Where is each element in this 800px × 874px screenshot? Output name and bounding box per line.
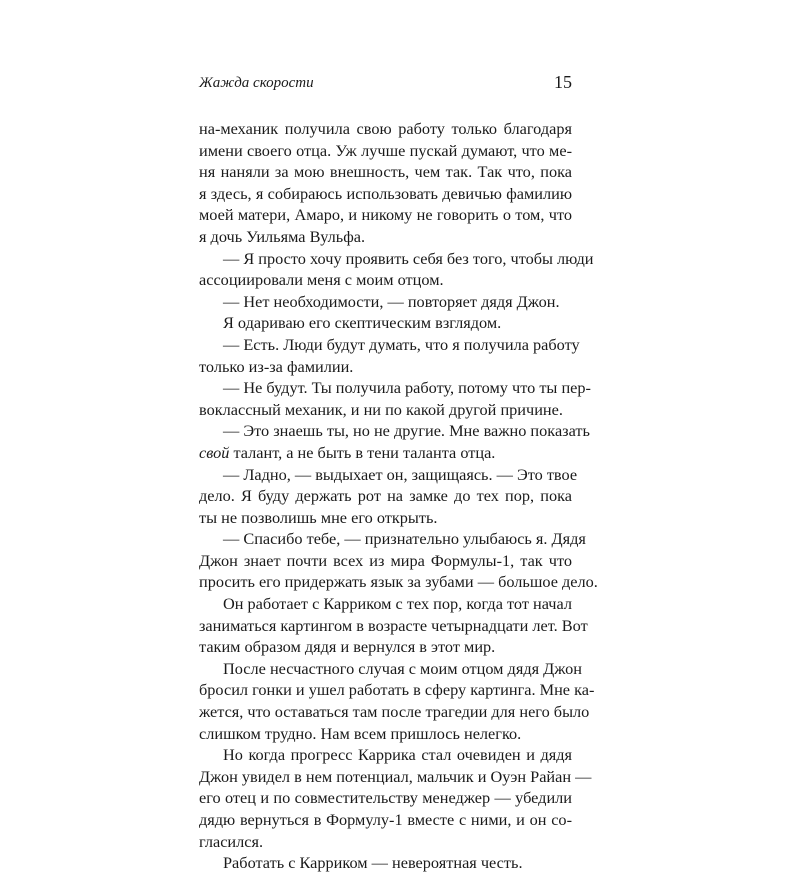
text-line: заниматься картингом в возрасте четырнадцати лет. Вот [199, 615, 588, 635]
body-text [199, 118, 598, 874]
page-number: 15 [554, 72, 572, 92]
text-line: дело. Я буду держать рот на замке до тех пор, пока [199, 486, 572, 506]
text-line: я здесь, я собираюсь использовать девичью фамилию [199, 183, 572, 203]
text-line: ня наняли за мою внешность, чем так. Так что, пока [199, 162, 572, 182]
text-line: — Это знаешь ты, но не другие. Мне важно показать [223, 421, 590, 441]
text-line: я дочь Уильяма Вульфа. [199, 226, 366, 246]
emphasized-word: свой [199, 442, 230, 462]
text-line: таким образом дядя и вернулся в этот мир. [199, 637, 496, 657]
text-fragment: талант, а не быть в тени таланта отца. [229, 442, 496, 462]
text-line: Работать с Карриком — невероятная честь. [223, 853, 523, 873]
text-line: — Ладно, — выдыхает он, защищаясь. — Это твое [223, 464, 578, 484]
text-line [199, 442, 572, 464]
text-line: — Есть. Люди будут думать, что я получила работу [223, 334, 580, 354]
text-line: — Спасибо тебе, — признательно улыбаюсь я. Дядя [223, 529, 586, 549]
text-line: только из-за фамилии. [199, 356, 354, 376]
text-line: — Нет необходимости, — повторяет дядя Джон. [223, 291, 560, 311]
text-line: ассоциировали меня с моим отцом. [199, 270, 444, 290]
running-title: Жажда скорости [199, 75, 314, 91]
running-head [199, 73, 572, 97]
text-line: Джон увидел в нем потенциал, мальчик и Оуэн Райан — [199, 766, 592, 786]
text-line: После несчастного случая с моим отцом дядя Джон [223, 658, 582, 678]
text-line: ты не позволишь мне его открыть. [199, 507, 438, 527]
text-line: его отец и по совместительству менеджер — убедили [199, 788, 572, 808]
text-line: — Я просто хочу проявить себя без того, чтобы люди [223, 248, 594, 268]
text-line: Но когда прогресс Каррика стал очевиден и дядя [223, 745, 572, 765]
text-line: слишком трудно. Нам всем пришлось нелегко. [199, 723, 522, 743]
text-line: Я одариваю его скептическим взглядом. [223, 313, 502, 333]
text-line: воклассный механик, и ни по какой другой причине. [199, 399, 563, 419]
text-line: Джон знает почти всех из мира Формулы-1, так что [199, 550, 572, 570]
text-line: — Не будут. Ты получила работу, потому что ты пер- [223, 378, 591, 398]
text-line: на-механик получила свою работу только благодаря [199, 119, 572, 138]
text-line: гласился. [199, 831, 264, 851]
text-line: моей матери, Амаро, и никому не говорить о том, что [199, 205, 572, 225]
text-line: Он работает с Карриком с тех пор, когда тот начал [223, 594, 572, 614]
text-line: имени своего отца. Уж лучше пускай думают, что ме- [199, 140, 572, 160]
text-line: просить его придержать язык за зубами — большое дело. [199, 572, 598, 592]
text-line: бросил гонки и ушел работать в сферу картинга. Мне ка- [199, 680, 595, 700]
text-line: жется, что оставаться там после трагедии для него было [199, 702, 590, 722]
text-line: дядю вернуться в Формулу-1 вместе с ними, и он со- [199, 810, 572, 829]
